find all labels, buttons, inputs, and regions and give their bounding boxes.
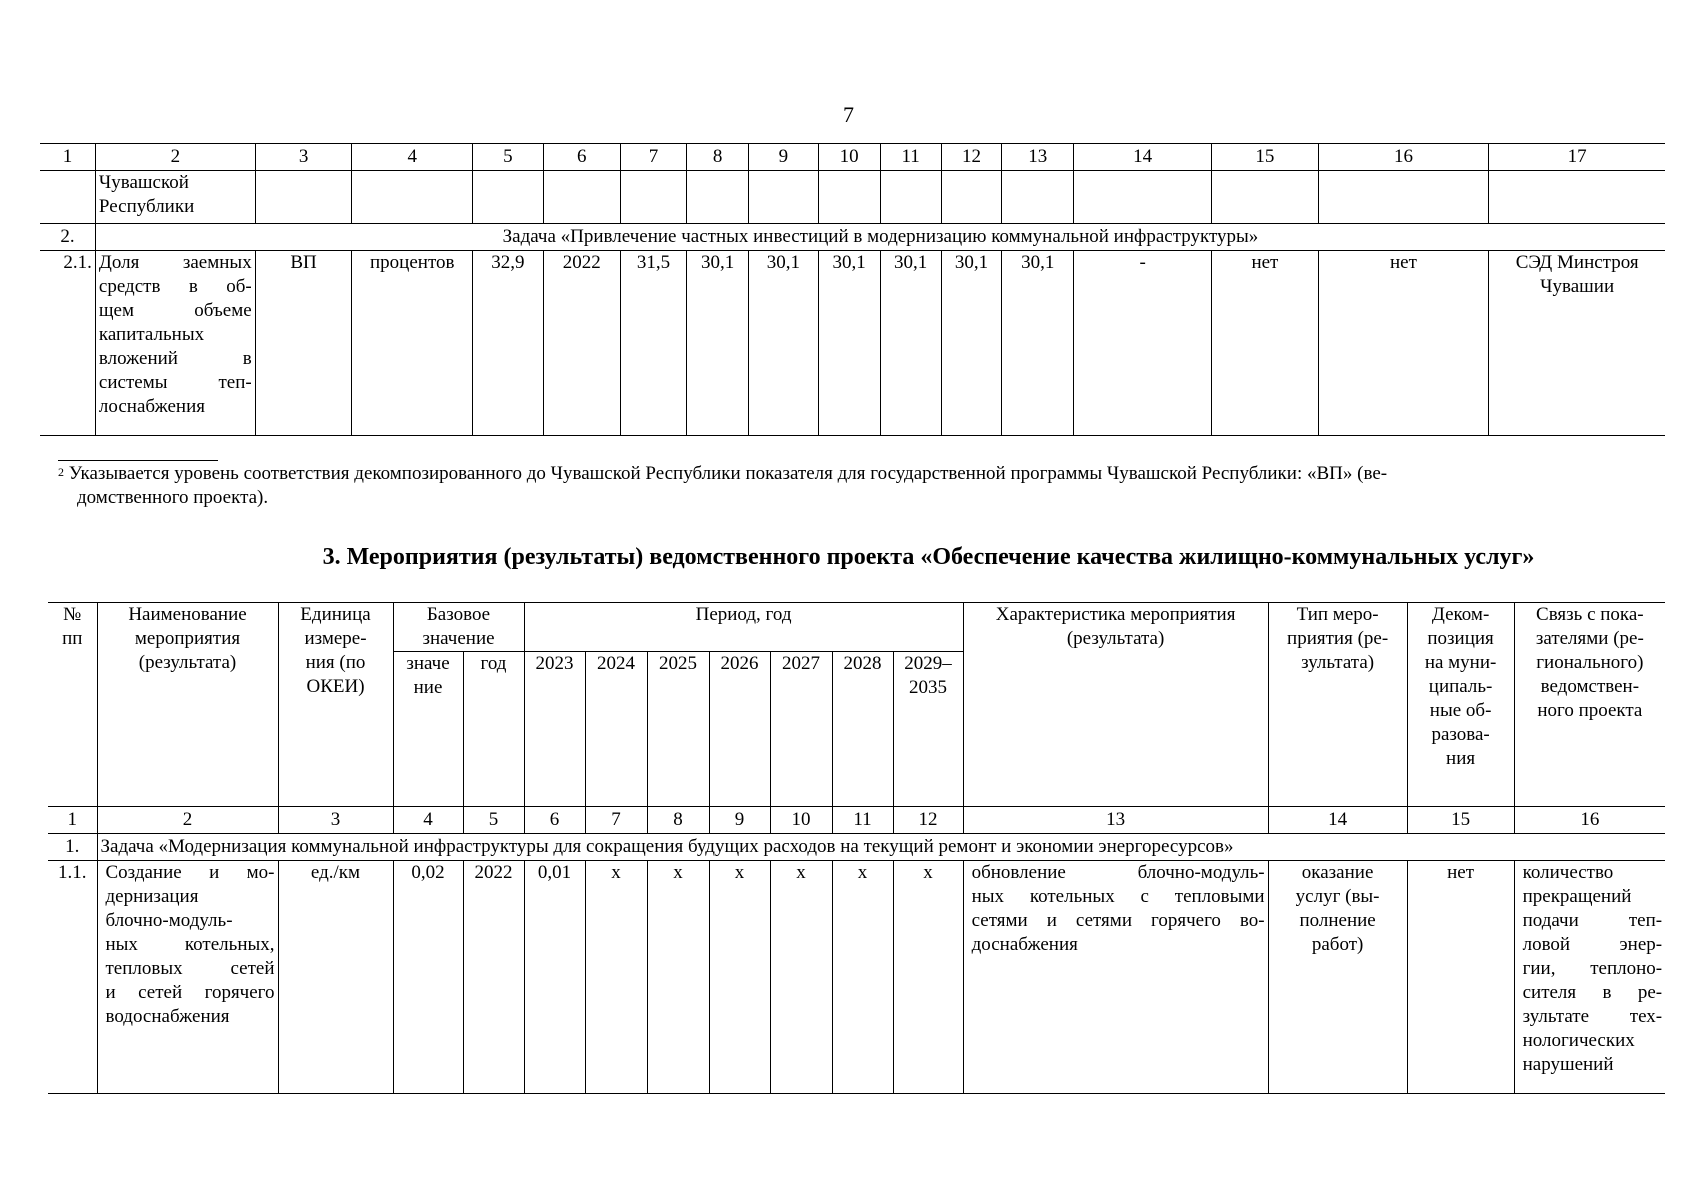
- year-value-cell: х: [647, 861, 709, 1094]
- col-number: 13: [1002, 144, 1074, 171]
- col-number: 16: [1514, 807, 1665, 834]
- cell-14: -: [1074, 251, 1212, 436]
- header-year: 2024: [585, 652, 647, 807]
- col-number: 3: [255, 144, 352, 171]
- row-number: 2.1.: [63, 252, 92, 273]
- col-number: 16: [1318, 144, 1489, 171]
- task-title: Задача «Модернизация коммунальной инфраструктуры для сокращения будущих расходов на текущий ремонт и экономии энергоресурсов»: [97, 834, 1665, 861]
- value-cell: 30,1: [941, 251, 1002, 436]
- col-number: 1: [40, 144, 95, 171]
- value-cell: 30,1: [1002, 251, 1074, 436]
- continuation-name: Чувашской Республики: [95, 171, 255, 224]
- col-number: 3: [278, 807, 393, 834]
- col-number: 6: [543, 144, 620, 171]
- header-name: Наименование мероприятия (результата): [97, 603, 278, 807]
- header-link: Связь с пока- зателями (ре- гионального) ведомствен- ного проекта: [1514, 603, 1665, 807]
- header-base-value: значе ние: [393, 652, 463, 807]
- header-year-range: 2029– 2035: [893, 652, 963, 807]
- col-number: 11: [832, 807, 893, 834]
- col-number: 13: [963, 807, 1268, 834]
- header-unit: Единица измере- ния (по ОКЕИ): [278, 603, 393, 807]
- col-number: 12: [893, 807, 963, 834]
- activity-name: Создание и мо- дернизация блочно-модуль- ных котельных, тепловых сетей и сетей горячего водоснабжения: [97, 861, 278, 1094]
- table-row: [40, 251, 1665, 436]
- col-number: 6: [524, 807, 585, 834]
- year-value-cell: х: [585, 861, 647, 1094]
- footnote-text-continued: домственного проекта).: [77, 487, 269, 508]
- col-number: 9: [709, 807, 770, 834]
- col-number: 4: [393, 807, 463, 834]
- col-number: 2: [95, 144, 255, 171]
- activities-table: [48, 602, 1665, 1094]
- header-period: Период, год: [524, 603, 963, 652]
- col-number: 1: [48, 807, 97, 834]
- task-number: 2.: [40, 224, 95, 251]
- indicators-table: [40, 143, 1665, 436]
- col-number: 14: [1268, 807, 1407, 834]
- year-value-cell: 0,01: [524, 861, 585, 1094]
- column-number-row: [40, 144, 1665, 171]
- footnote-separator: [58, 460, 218, 461]
- year-value-cell: х: [770, 861, 832, 1094]
- year-value-cell: х: [709, 861, 770, 1094]
- task-number: 1.: [48, 834, 97, 861]
- col-number: 4: [352, 144, 473, 171]
- col-number: 5: [473, 144, 544, 171]
- col-number: 15: [1212, 144, 1319, 171]
- col-number: 10: [818, 144, 880, 171]
- col-number: 10: [770, 807, 832, 834]
- table-row: [48, 861, 1665, 1094]
- col-number: 7: [620, 144, 686, 171]
- col-number: 5: [463, 807, 524, 834]
- header-base: Базовое значение: [393, 603, 524, 652]
- header-num: № пп: [62, 604, 83, 649]
- row-number: 1.1.: [58, 862, 87, 883]
- col-number: 15: [1407, 807, 1514, 834]
- header-type: Тип меро- приятия (ре- зультата): [1268, 603, 1407, 807]
- col-number: 7: [585, 807, 647, 834]
- value-cell: 30,1: [687, 251, 749, 436]
- unit-cell: процентов: [352, 251, 473, 436]
- system-cell: СЭД Минстроя Чувашии: [1489, 251, 1665, 436]
- characteristic-cell: обновление блочно-модуль- ных котельных с тепловыми сетями и сетями горячего во- доснабжения: [963, 861, 1268, 1094]
- table-row: [40, 171, 1665, 224]
- cell-15: нет: [1212, 251, 1319, 436]
- header-decomposition: Деком- позиция на муни- ципаль- ные об- разова- ния: [1407, 603, 1514, 807]
- base-year-cell: 2022: [463, 861, 524, 1094]
- footnote: [58, 462, 1648, 510]
- indicator-name: Доля заемных средств в об- щем объеме капитальных вложений в системы теп- лоснабжения: [95, 251, 255, 436]
- page-number: 7: [843, 102, 854, 127]
- col-number: 14: [1074, 144, 1212, 171]
- col-number: 2: [97, 807, 278, 834]
- task-row: [48, 834, 1665, 861]
- col-number: 9: [749, 144, 819, 171]
- base-value-cell: 32,9: [473, 251, 544, 436]
- link-cell: количество прекращений подачи теп- ловой энер- гии, теплоно- сителя в ре- зультате тех- нологических нарушений: [1514, 861, 1665, 1094]
- cell-16: нет: [1318, 251, 1489, 436]
- col-number: 8: [687, 144, 749, 171]
- unit-cell: ед./км: [278, 861, 393, 1094]
- col-number: 12: [941, 144, 1002, 171]
- year-value-cell: х: [832, 861, 893, 1094]
- footnote-mark: 2: [58, 465, 64, 479]
- type-cell: оказание услуг (вы- полнение работ): [1268, 861, 1407, 1094]
- header-year: 2026: [709, 652, 770, 807]
- level-cell: ВП: [255, 251, 352, 436]
- col-number: 17: [1489, 144, 1665, 171]
- base-year-cell: 2022: [543, 251, 620, 436]
- col-number: 11: [880, 144, 941, 171]
- footnote-text: Указывается уровень соответствия декомпозированного до Чувашской Республики показателя для государственной программы Чувашской Республики: «ВП» (ве-: [64, 463, 1388, 484]
- section-title: 3. Мероприятия (результаты) ведомственного проекта «Обеспечение качества жилищно-коммунальных услуг»: [322, 544, 1535, 570]
- header-year: 2027: [770, 652, 832, 807]
- task-row: [40, 224, 1665, 251]
- col-number: 8: [647, 807, 709, 834]
- header-characteristic: Характеристика мероприятия (результата): [963, 603, 1268, 807]
- task-title: Задача «Привлечение частных инвестиций в модернизацию коммунальной инфраструктуры»: [95, 224, 1665, 251]
- header-year: 2023: [524, 652, 585, 807]
- value-cell: 31,5: [620, 251, 686, 436]
- base-value-cell: 0,02: [393, 861, 463, 1094]
- value-cell: 30,1: [880, 251, 941, 436]
- column-number-row: [48, 807, 1665, 834]
- header-row: [48, 603, 1665, 652]
- header-year: 2025: [647, 652, 709, 807]
- header-year: 2028: [832, 652, 893, 807]
- value-cell: 30,1: [818, 251, 880, 436]
- value-cell: 30,1: [749, 251, 819, 436]
- decomposition-cell: нет: [1407, 861, 1514, 1094]
- header-base-year: год: [463, 652, 524, 807]
- year-value-cell: х: [893, 861, 963, 1094]
